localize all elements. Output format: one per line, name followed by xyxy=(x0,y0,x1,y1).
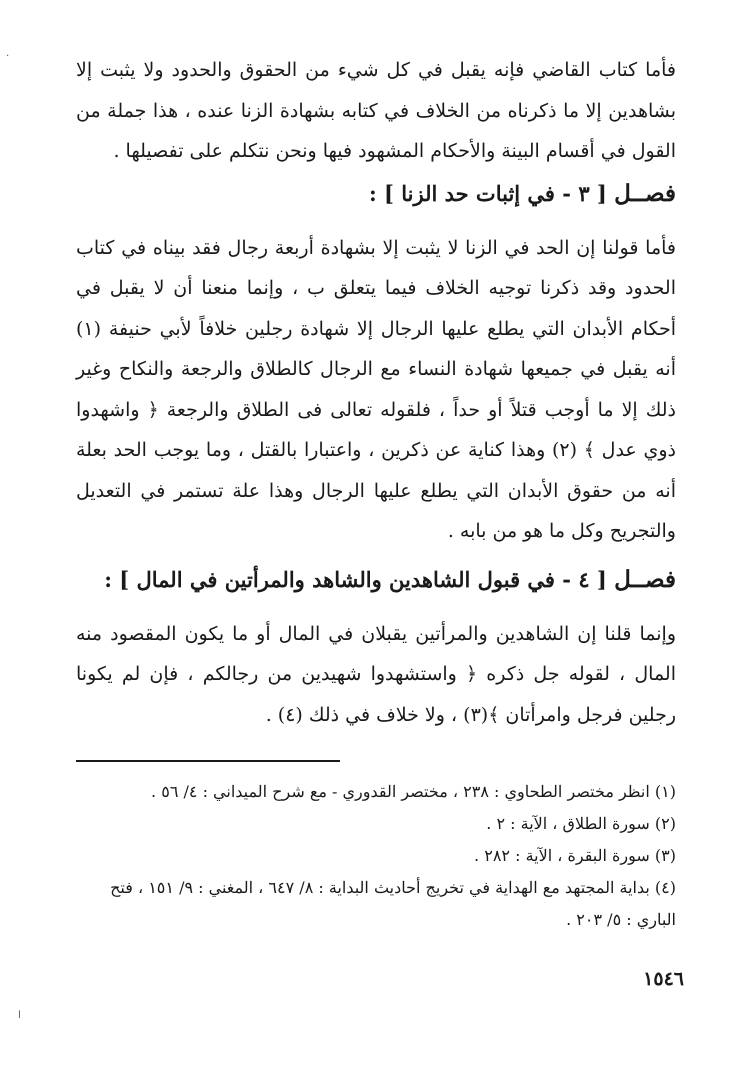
footnote-4: (٤) بداية المجتهد مع الهداية في تخريج أحاديث البداية : ٨/ ٦٤٧ ، المغني : ٩/ ١٥١ ، فتح الباري : ٥/ ٢٠٣ . xyxy=(110,878,676,929)
paragraph-3: وإنما قلنا إن الشاهدين والمرأتين يقبلان في المال أو ما يكون المقصود منه المال ، لقوله جل ذكره ﴿ واستشهدوا شهيدين من رجالكم ، فإن لم يكونا رجلين فرجل وامرأتان ﴾(٣) ، ولا خلاف في ذلك (٤) . xyxy=(76,622,676,726)
section-heading-4 xyxy=(76,560,676,600)
page-body xyxy=(76,50,676,735)
section-heading-3 xyxy=(76,174,676,214)
paragraph-1: فأما كتاب القاضي فإنه يقبل في كل شيء من الحقوق والحدود ولا يثبت إلا بشاهدين إلا ما ذكرناه من الخلاف في كتابه بشهادة الزنا عنده ، هذا جملة من القول في أقسام البينة والأحكام المشهود فيها ونحن نتكلم على تفصيلها . xyxy=(76,59,677,162)
page-number: ١٥٤٦ xyxy=(643,968,684,990)
heading-fasl-label: فصــل xyxy=(614,179,676,207)
heading-title: [ ٤ - في قبول الشاهدين والشاهد والمرأتين في المال ] : xyxy=(104,566,607,592)
footnote-2: (٢) سورة الطلاق ، الآية : ٢ . xyxy=(486,814,676,833)
footnote-3: (٣) سورة البقرة ، الآية : ٢٨٢ . xyxy=(474,846,676,865)
footnote-1: (١) انظر مختصر الطحاوي : ٢٣٨ ، مختصر القدوري - مع شرح الميداني : ٤/ ٥٦ . xyxy=(151,782,676,801)
footnotes xyxy=(76,776,676,936)
heading-fasl-label: فصــل xyxy=(614,565,676,593)
scan-speck: ا xyxy=(18,1010,21,1021)
footnote-divider xyxy=(76,760,340,762)
heading-title: [ ٣ - في إثبات حد الزنا ] : xyxy=(368,180,607,206)
scan-speck: . xyxy=(6,48,10,59)
paragraph-2: فأما قولنا إن الحد في الزنا لا يثبت إلا بشهادة أربعة رجال فقد بيناه في كتاب الحدود وقد ذكرنا توجيه الخلاف فيما يتعلق ب ، وإنما منعنا أن لا يقبل في أحكام الأبدان التي يطلع عليها الرجال إلا شهادة رجلين خلافاً لأبي حنيفة (١) أنه يقبل في جميعها شهادة النساء مع الرجال كالطلاق والرجعة والنكاح وغير ذلك إلا ما أوجب قتلاً أو حداً ، فلقوله تعالى فى الطلاق والرجعة ﴿ واشهدوا ذوي عدل ﴾ (٢) وهذا كناية عن ذكرين ، واعتبارا بالقتل ، وما يوجب الحد بعلة أنه من حقوق الأبدان التي يطلع عليها الرجال وهذا علة تستمر في التعديل والتجريح وكل ما هو من بابه . xyxy=(76,236,676,542)
